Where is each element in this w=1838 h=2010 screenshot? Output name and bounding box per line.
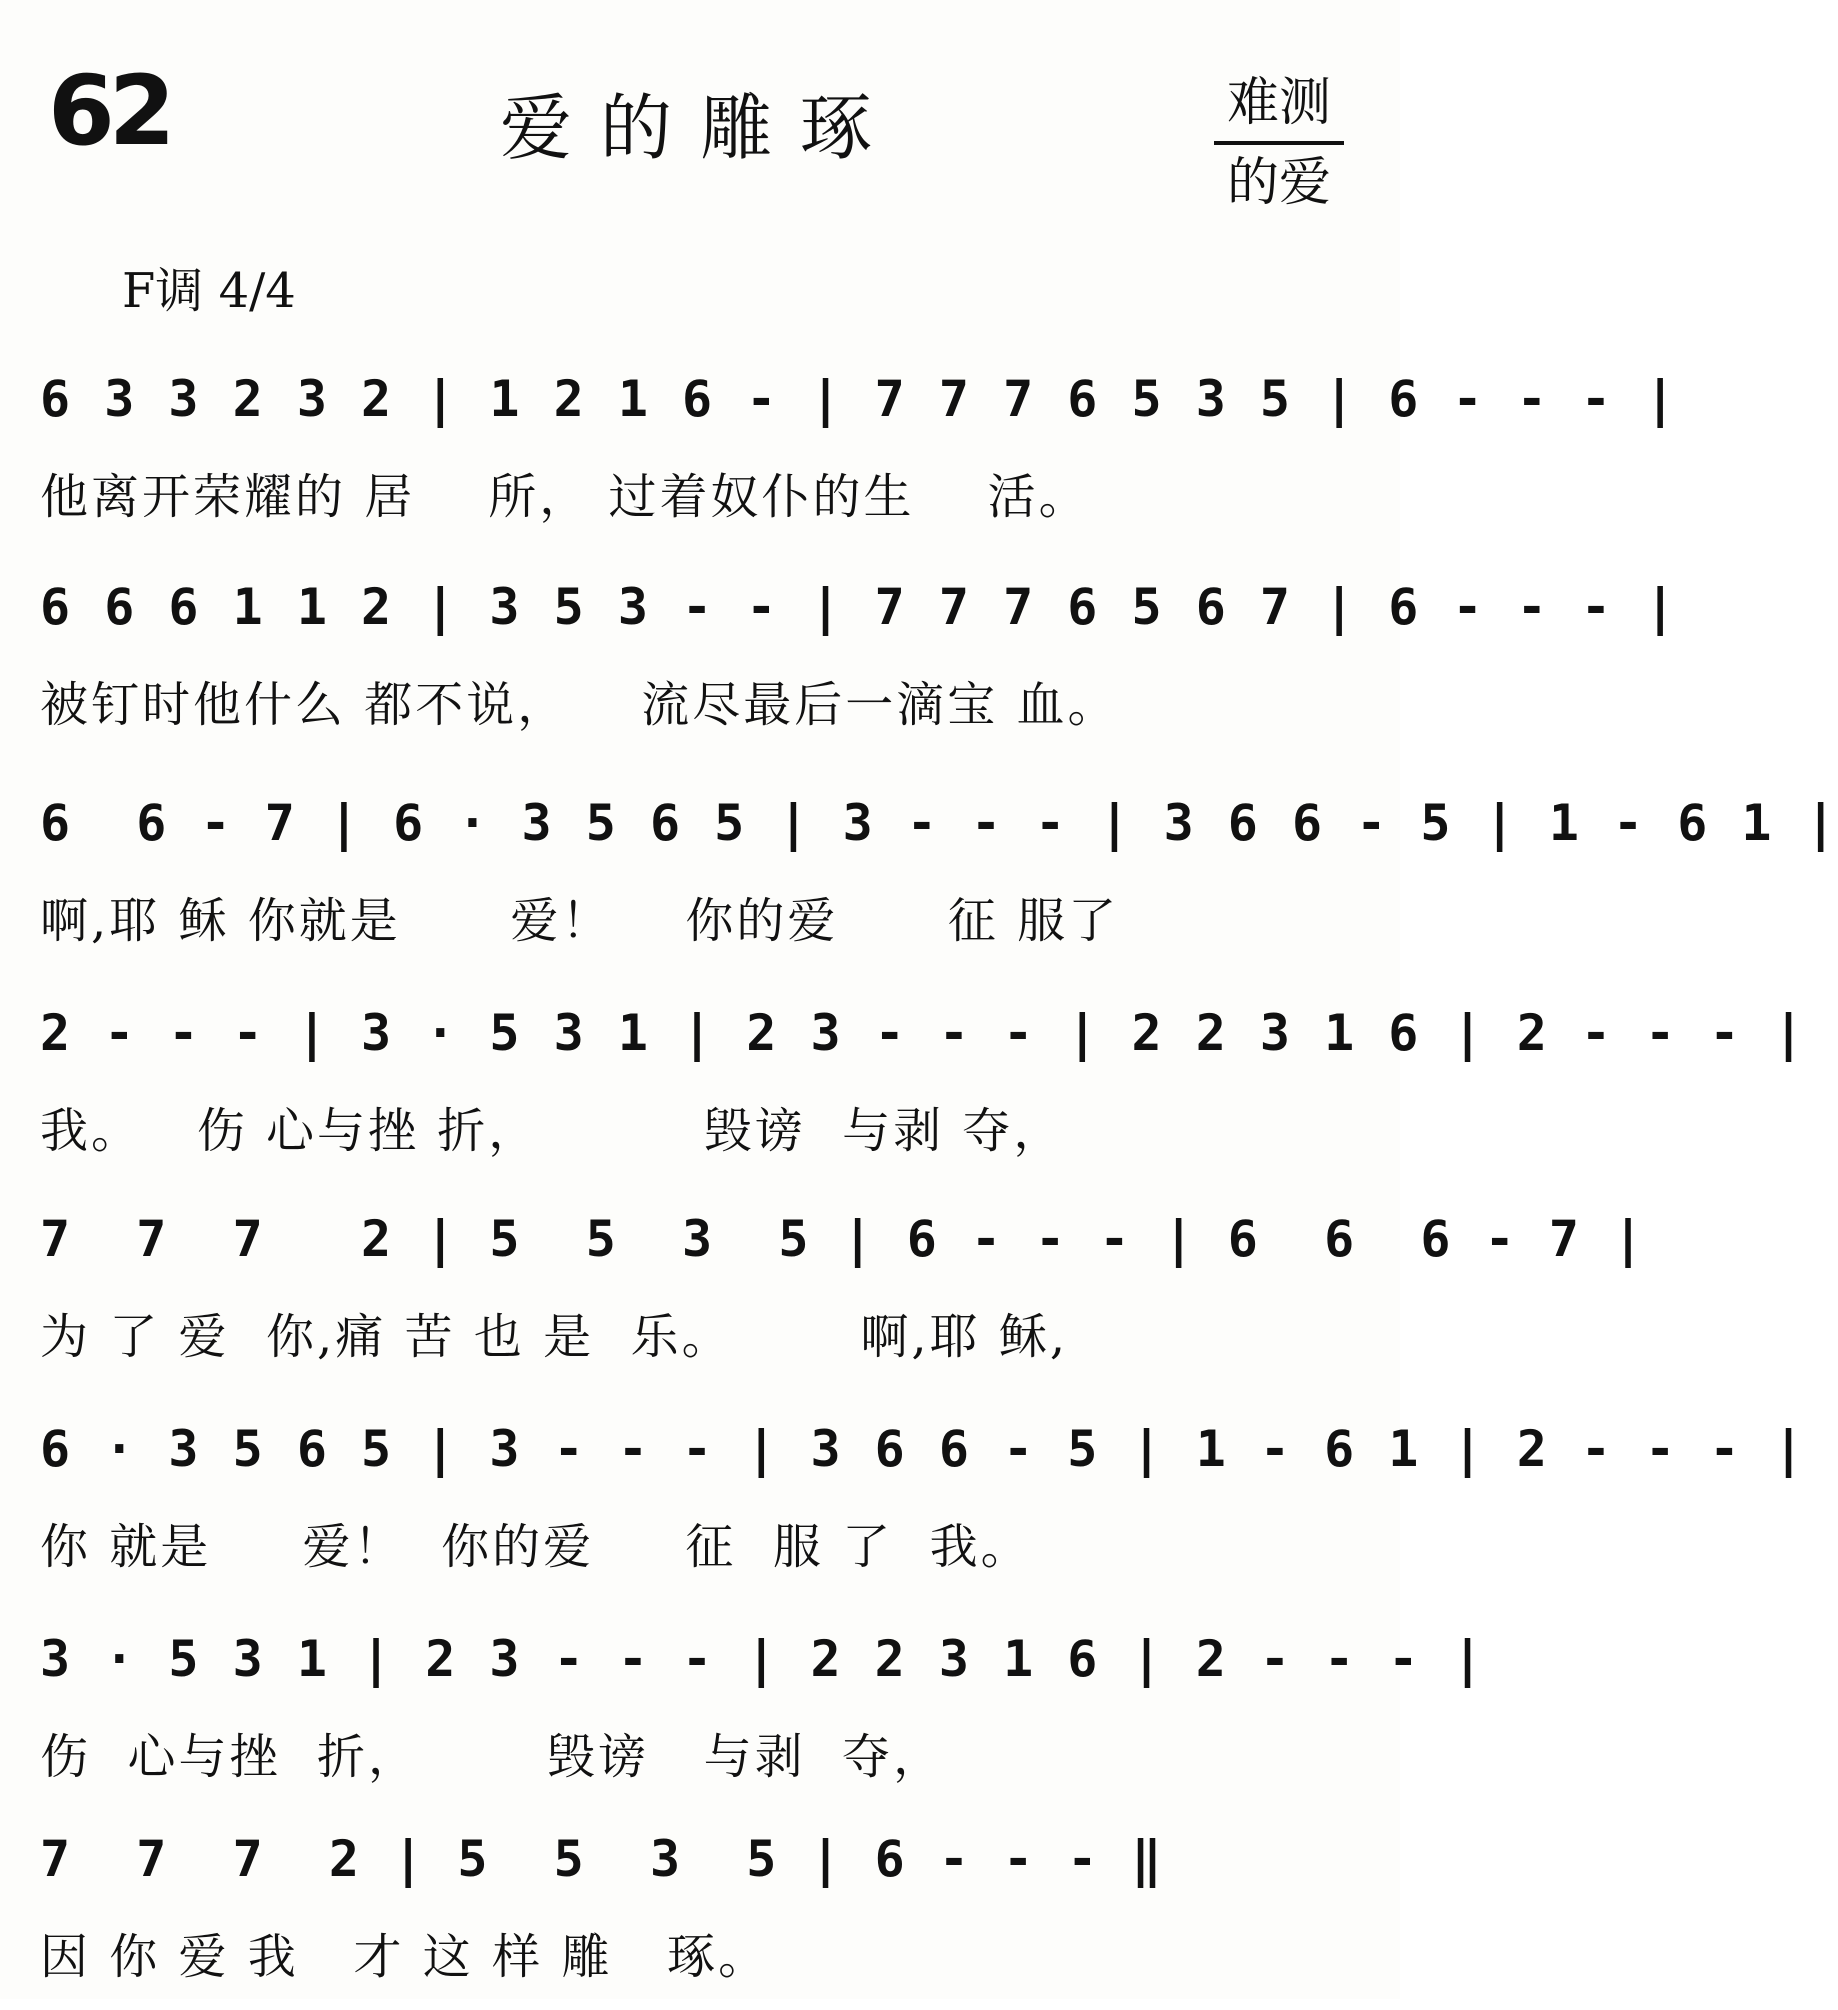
lyrics-line: 你 就是 爱！ 你的爱 征 服 了 我。 <box>40 1519 1032 1575</box>
lyrics-line: 他离开荣耀的 居 所， 过着奴仆的生 活。 <box>40 469 1090 525</box>
category-label <box>1214 65 1344 221</box>
lyrics-line: 为 了 爱 你,痛 苦 也 是 乐。 啊,耶 稣, <box>40 1309 1069 1365</box>
score-system-6 <box>40 1420 1806 1600</box>
notation-line: 6 6 - 7 | 6 · 3 5 6 5 | 3 - - - | 3 6 6 - 5 | 1 - 6 1 | <box>40 794 1838 852</box>
score-system-2 <box>40 578 1678 758</box>
notation-line: 3 · 5 3 1 | 2 3 - - - | 2 2 3 1 6 | 2 - - - | <box>40 1630 1485 1688</box>
score-system-1 <box>40 370 1678 550</box>
category-top: 难测 <box>1214 65 1344 145</box>
score-system-5 <box>40 1210 1646 1390</box>
category-bottom: 的爱 <box>1226 153 1331 213</box>
song-number: 62 <box>48 55 170 167</box>
score-system-7 <box>40 1630 1485 1810</box>
lyrics-line: 我。 伤 心与挫 折， 毁谤 与剥 夺， <box>40 1103 1065 1159</box>
notation-line: 7 7 7 2 | 5 5 3 5 | 6 - - - | 6 6 6 - 7 | <box>40 1210 1646 1268</box>
notation-line: 6 · 3 5 6 5 | 3 - - - | 3 6 6 - 5 | 1 - 6 1 | 2 - - - | <box>40 1420 1806 1478</box>
notation-line: 7 7 7 2 | 5 5 3 5 | 6 - - - ‖ <box>40 1830 1164 1888</box>
score-system-4 <box>40 1004 1806 1184</box>
lyrics-line: 伤 心与挫 折， 毁谤 与剥 夺， <box>40 1729 945 1785</box>
lyrics-line: 被钉时他什么 都不说， 流尽最后一滴宝 血。 <box>40 677 1119 733</box>
notation-line: 6 3 3 2 3 2 | 1 2 1 6 - | 7 7 7 6 5 3 5 | 6 - - - | <box>40 370 1678 428</box>
song-title: 爱的雕琢 <box>500 86 901 170</box>
score-system-8 <box>40 1830 1360 2010</box>
lyrics-line: 啊,耶 稣 你就是 爱！ 你的爱 征 服了 <box>40 893 1120 949</box>
lyrics-line: 因 你 爱 我 才 这 样 雕 琢。 <box>40 1929 770 1985</box>
score-system-3 <box>40 794 1838 974</box>
notation-line: 6 6 6 1 1 2 | 3 5 3 - - | 7 7 7 6 5 6 7 | 6 - - - | <box>40 578 1678 636</box>
notation-line: 2 - - - | 3 · 5 3 1 | 2 3 - - - | 2 2 3 1 6 | 2 - - - | <box>40 1004 1806 1062</box>
key-signature: F调 4/4 <box>122 263 296 319</box>
